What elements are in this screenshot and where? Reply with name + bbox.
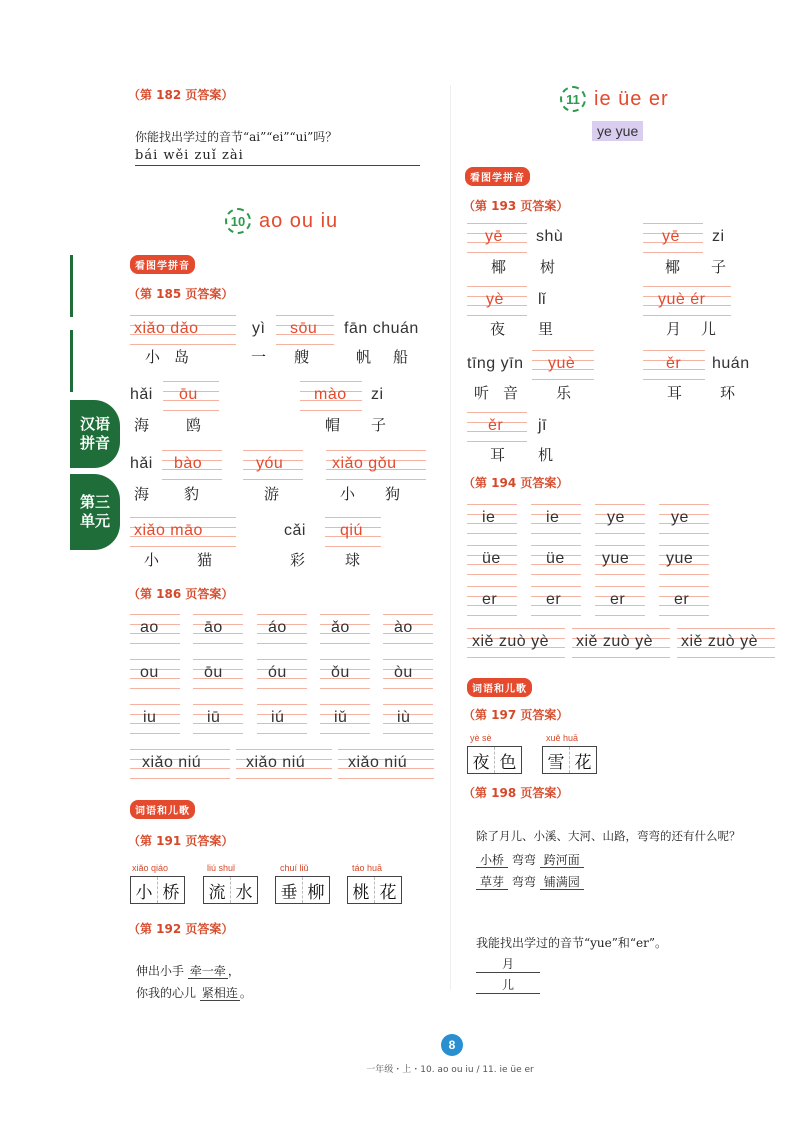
sidebar-tab-unit — [70, 474, 120, 550]
hanzi: 海 — [134, 416, 164, 434]
p194-label: （第 194 页答案） — [463, 476, 569, 490]
hanzi: 耳 — [490, 446, 520, 464]
pinyin-given: jī — [538, 417, 547, 434]
p198-answer2-b: 弯弯 — [511, 875, 536, 889]
hanzi: 耳 — [667, 384, 697, 402]
pinyin-tone: ōu — [204, 664, 223, 681]
pinyin-final: yue — [666, 550, 694, 567]
pinyin-tone: iu — [143, 709, 157, 726]
pinyin-word: xiǎo niú — [348, 754, 408, 771]
pinyin-final: er — [610, 591, 626, 608]
hanzi: 夜 — [490, 320, 520, 338]
word-box — [275, 876, 330, 904]
word-char: 色 — [499, 752, 517, 773]
tag-ci-yu-left: 词语和儿歌 — [130, 800, 195, 819]
word-char: 花 — [574, 752, 592, 773]
pinyin-answer: yóu — [256, 455, 284, 472]
pinyin-tone: ào — [394, 619, 413, 636]
pinyin-answer: mào — [314, 386, 347, 403]
pinyin-answer: xiǎo māo — [134, 522, 203, 539]
pinyin-answer: ěr — [666, 355, 682, 372]
hanzi: 子 — [371, 416, 401, 434]
word-box — [130, 876, 185, 904]
p198-answer2 — [476, 873, 584, 890]
p192-line2-prefix: 你我的心儿 — [136, 986, 197, 1000]
pinyin-answer: yuè — [548, 355, 576, 372]
word-pinyin: liú shuǐ — [207, 863, 236, 873]
pinyin-tone: ǒu — [331, 664, 350, 681]
sidebar-tab-unit-label: 第三单元 — [79, 493, 110, 530]
pinyin-final: üe — [546, 550, 565, 567]
hanzi: 游 — [264, 485, 294, 503]
p198-question: 除了月儿、小溪、大河、山路，弯弯的还有什么呢？ — [476, 829, 741, 843]
unit10-heading — [225, 208, 338, 234]
footer-caption: 一年级・上・10. ao ou iu / 11. ie üe er — [366, 1065, 534, 1075]
p192-line1-answer: 牵一牵 — [189, 964, 226, 978]
p192-line1-prefix: 伸出小手 — [136, 964, 185, 978]
sidebar-tab-pinyin-label: 汉语拼音 — [79, 415, 110, 452]
pinyin-given: huán — [712, 355, 750, 372]
word-char: 花 — [379, 882, 397, 903]
pinyin-final: ye — [607, 509, 625, 526]
unit11-highlight: ye yue — [592, 121, 643, 141]
pinyin-answer: yuè ér — [658, 291, 706, 308]
pinyin-given: hǎi — [130, 455, 153, 472]
sidebar-line-mid — [70, 330, 73, 392]
p182-label: （第 182 页答案） — [128, 88, 234, 102]
p198-answer1 — [476, 851, 584, 868]
sidebar-tab-pinyin — [70, 400, 120, 468]
hanzi: 听音 — [474, 384, 533, 402]
word-char: 雪 — [543, 747, 570, 773]
hanzi: 小狗 — [340, 485, 431, 503]
word-char: 小 — [131, 877, 158, 903]
pinyin-final: üe — [482, 550, 501, 567]
pinyin-answer: sōu — [290, 320, 318, 337]
pinyin-given: tīng yīn — [467, 355, 524, 372]
p192-line2-answer: 紧相连 — [201, 986, 238, 1000]
p198-answer1-c: 跨河面 — [540, 853, 584, 868]
pinyin-word: xiě zuò yè — [681, 633, 759, 650]
pinyin-answer: xiǎo gǒu — [332, 455, 397, 472]
p198-found1: 月 — [476, 955, 540, 973]
hanzi: 环 — [720, 384, 750, 402]
p198-answer2-a: 草芽 — [476, 875, 508, 890]
unit10-title: ao ou iu — [259, 209, 339, 232]
pinyin-tone: ǎo — [331, 619, 350, 636]
pinyin-tone: iū — [207, 709, 221, 726]
pinyin-tone: áo — [268, 619, 287, 636]
hanzi: 球 — [345, 551, 375, 569]
hanzi: 海 — [134, 485, 164, 503]
pinyin-final: er — [674, 591, 690, 608]
pinyin-word: xiǎo niú — [142, 754, 202, 771]
pinyin-answer: ěr — [488, 417, 504, 434]
hanzi: 帆船 — [356, 348, 431, 366]
pinyin-tone: āo — [204, 619, 223, 636]
pinyin-tone: iù — [397, 709, 411, 726]
pinyin-tone: òu — [394, 664, 413, 681]
pinyin-answer: qiú — [340, 522, 363, 539]
word-pinyin: chuí liǔ — [280, 863, 309, 873]
word-pinyin: xuě huā — [546, 733, 579, 743]
p198-found2: 儿 — [476, 976, 540, 994]
pinyin-given: zi — [371, 386, 384, 403]
hanzi: 椰 — [665, 258, 695, 276]
hanzi: 乐 — [556, 384, 586, 402]
hanzi: 艘 — [294, 348, 324, 366]
pinyin-given: cǎi — [284, 522, 306, 539]
word-char: 流 — [204, 877, 231, 903]
column-divider — [450, 85, 451, 990]
page-number: 8 — [441, 1034, 463, 1056]
word-char: 垂 — [276, 877, 303, 903]
word-box — [347, 876, 402, 904]
tag-kan-tu-left: 看图学拼音 — [130, 255, 195, 274]
word-box — [203, 876, 258, 904]
p198-answer2-c: 铺满园 — [540, 875, 584, 890]
pinyin-tone: iǔ — [334, 709, 348, 726]
pinyin-final: ie — [546, 509, 560, 526]
word-box — [467, 746, 522, 774]
pinyin-given: yì — [252, 320, 266, 337]
hanzi: 树 — [540, 258, 570, 276]
hanzi: 小岛 — [145, 348, 204, 366]
pinyin-final: yue — [602, 550, 630, 567]
hanzi: 月儿 — [666, 320, 737, 338]
p192-line1-punct: ， — [227, 964, 240, 978]
pinyin-tone: óu — [268, 664, 287, 681]
pinyin-word: xiǎo niú — [246, 754, 306, 771]
pinyin-tone: ou — [140, 664, 159, 681]
p192-line1 — [136, 962, 240, 979]
unit11-title: ie üe er — [594, 87, 669, 110]
p191-label: （第 191 页答案） — [128, 834, 234, 848]
pinyin-given: fān chuán — [344, 320, 419, 337]
pinyin-given: hǎi — [130, 386, 153, 403]
pinyin-given: lǐ — [538, 291, 547, 308]
pinyin-answer: xiǎo dǎo — [134, 320, 199, 337]
p198-question2: 我能找出学过的音节“yue”和“er”。 — [476, 936, 667, 950]
hanzi: 机 — [538, 446, 568, 464]
p192-line2 — [136, 984, 252, 1001]
p186-label: （第 186 页答案） — [128, 587, 234, 601]
sidebar-line-top — [70, 255, 73, 317]
hanzi: 豹 — [184, 485, 214, 503]
p193-label: （第 193 页答案） — [463, 199, 569, 213]
hanzi: 彩 — [290, 551, 320, 569]
unit11-heading — [560, 86, 669, 112]
hanzi: 子 — [711, 258, 741, 276]
unit10-number: 10 — [225, 208, 251, 234]
tag-ci-yu-right: 词语和儿歌 — [467, 678, 532, 697]
pinyin-word: xiě zuò yè — [576, 633, 654, 650]
word-char: 桥 — [162, 882, 180, 903]
pinyin-given: zi — [712, 228, 725, 245]
p192-line2-punct: 。 — [239, 986, 252, 1000]
pinyin-final: ye — [671, 509, 689, 526]
pinyin-tone: iú — [271, 709, 285, 726]
pinyin-given: shù — [536, 228, 564, 245]
word-pinyin: táo huā — [352, 863, 383, 873]
pinyin-final: ie — [482, 509, 496, 526]
pinyin-tone: ao — [140, 619, 159, 636]
word-pinyin: yè sè — [470, 733, 492, 743]
word-char: 桃 — [348, 877, 375, 903]
word-char: 柳 — [307, 882, 325, 903]
p198-answer1-b: 弯弯 — [511, 853, 536, 867]
p192-label: （第 192 页答案） — [128, 922, 234, 936]
pinyin-final: er — [482, 591, 498, 608]
pinyin-answer: yè — [486, 291, 504, 308]
unit11-number: 11 — [560, 86, 586, 112]
hanzi: 里 — [538, 320, 568, 338]
p197-label: （第 197 页答案） — [463, 708, 569, 722]
p182-answer: bái wěi zuǐ zài — [135, 148, 420, 166]
pinyin-word: xiě zuò yè — [472, 633, 550, 650]
pinyin-answer: yē — [485, 228, 503, 245]
word-pinyin: xiǎo qiáo — [132, 863, 169, 873]
pinyin-answer: ōu — [179, 386, 198, 403]
word-box — [542, 746, 597, 774]
pinyin-final: er — [546, 591, 562, 608]
hanzi: 小猫 — [144, 551, 251, 569]
hanzi: 鸥 — [186, 416, 216, 434]
hanzi: 一 — [251, 348, 281, 366]
word-char: 水 — [235, 882, 253, 903]
hanzi: 帽 — [325, 416, 355, 434]
p198-answer1-a: 小桥 — [476, 853, 508, 868]
p182-question: 你能找出学过的音节“ai”“ei”“ui”吗？ — [135, 130, 338, 144]
p198-label: （第 198 页答案） — [463, 786, 569, 800]
p185-label: （第 185 页答案） — [128, 287, 234, 301]
tag-kan-tu-right: 看图学拼音 — [465, 167, 530, 186]
word-char: 夜 — [468, 747, 495, 773]
pinyin-answer: yē — [662, 228, 680, 245]
hanzi: 椰 — [491, 258, 521, 276]
pinyin-answer: bào — [174, 455, 203, 472]
